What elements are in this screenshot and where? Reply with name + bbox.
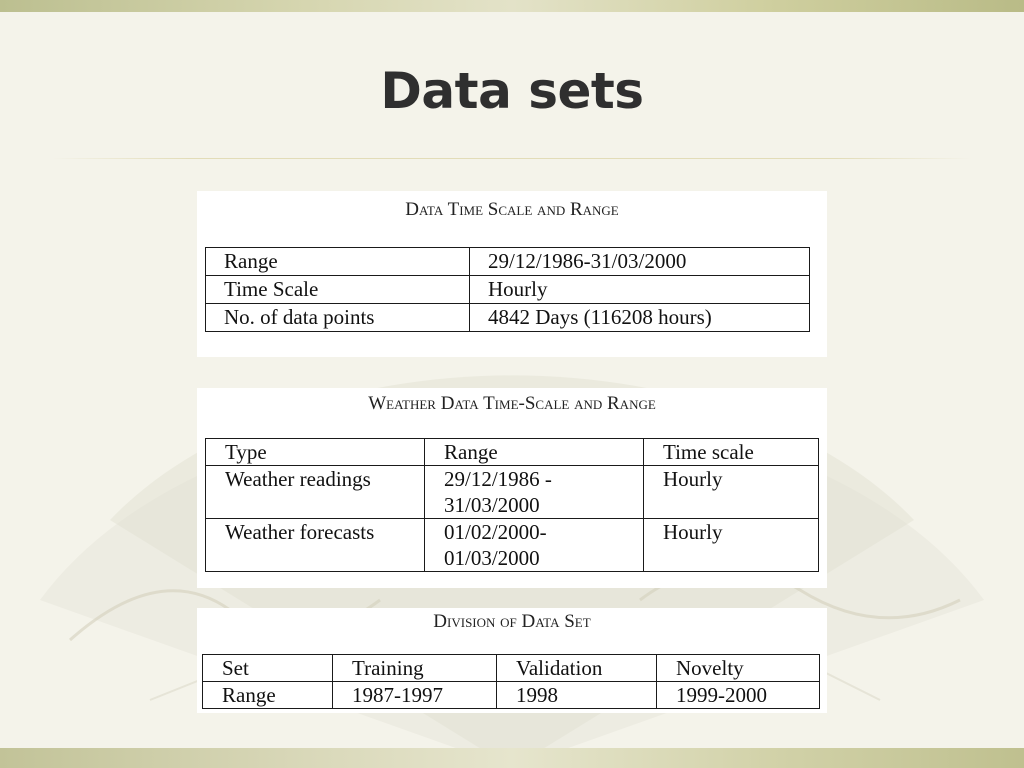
table-row (203, 655, 820, 682)
table1-caption: Data Time Scale and Range (405, 199, 619, 220)
table-header-cell: Time scale (644, 439, 819, 466)
table-row (206, 276, 810, 304)
table-cell: Hourly (644, 519, 819, 572)
table-cell: Weather readings (206, 466, 425, 519)
table-row (206, 304, 810, 332)
table-cell: Weather forecasts (206, 519, 425, 572)
table-cell: 4842 Days (116208 hours) (470, 304, 810, 332)
table-row (206, 519, 819, 572)
table-cell: Validation (497, 655, 657, 682)
table-cell: Hourly (470, 276, 810, 304)
table-row (206, 248, 810, 276)
table-cell: 1999-2000 (657, 682, 820, 709)
table-cell: Training (333, 655, 497, 682)
table-cell: Novelty (657, 655, 820, 682)
table-cell: 1998 (497, 682, 657, 709)
table-row (206, 466, 819, 519)
title-divider (52, 158, 972, 159)
table-cell: No. of data points (206, 304, 470, 332)
table-cell: 1987-1997 (333, 682, 497, 709)
table-cell: 01/02/2000- 01/03/2000 (425, 519, 644, 572)
table-cell: 29/12/1986 - 31/03/2000 (425, 466, 644, 519)
weather-data-table (205, 438, 819, 572)
table-cell: Set (203, 655, 333, 682)
table2-caption: Weather Data Time-Scale and Range (368, 393, 656, 414)
table-cell: Range (206, 248, 470, 276)
bottom-decorative-band (0, 748, 1024, 768)
table-header-cell: Type (206, 439, 425, 466)
table-cell: Hourly (644, 466, 819, 519)
division-of-data-table (202, 654, 820, 709)
table3-caption: Division of Data Set (433, 611, 591, 632)
table-row (203, 682, 820, 709)
division-of-data-panel (197, 608, 827, 713)
table-header-cell: Range (425, 439, 644, 466)
data-time-scale-table (205, 247, 810, 332)
data-time-scale-panel (197, 191, 827, 357)
weather-data-panel (197, 388, 827, 588)
table-cell: Range (203, 682, 333, 709)
table-cell: 29/12/1986-31/03/2000 (470, 248, 810, 276)
table-header-row (206, 439, 819, 466)
table-cell: Time Scale (206, 276, 470, 304)
slide-title: Data sets (380, 62, 644, 120)
